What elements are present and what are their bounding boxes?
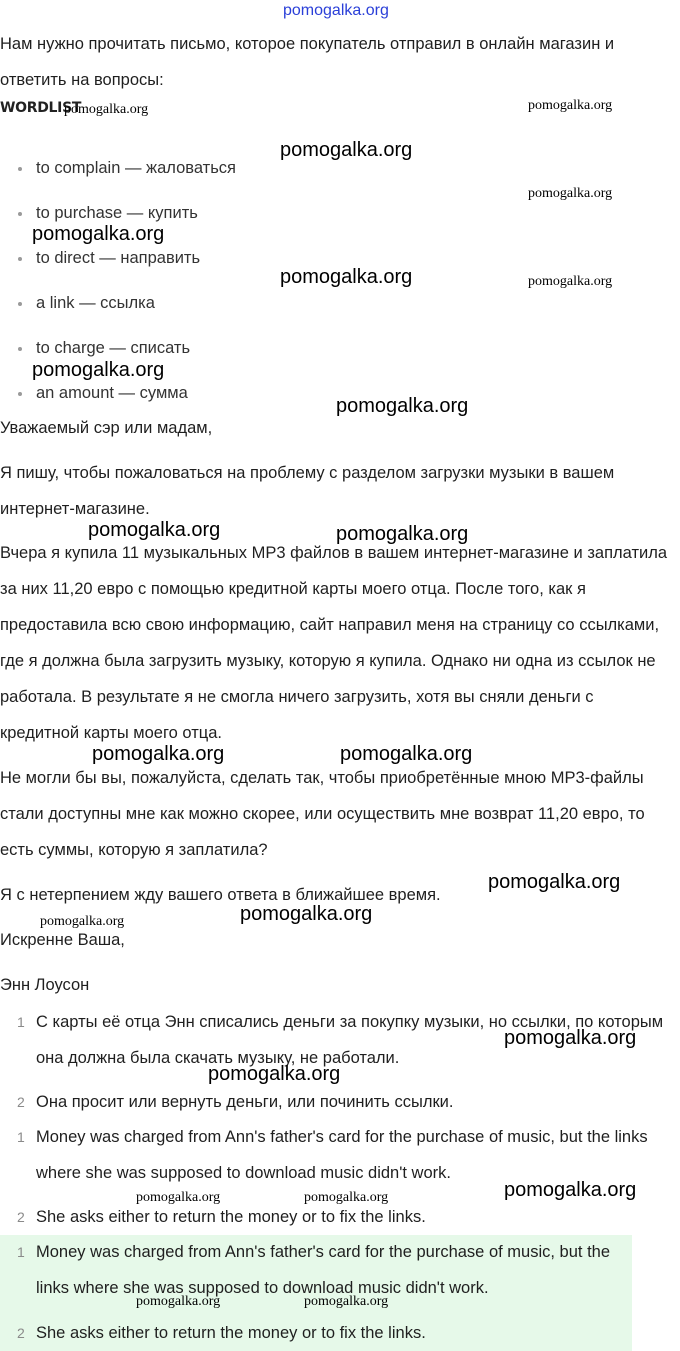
letter-signature: Энн Лоусон bbox=[0, 976, 90, 994]
watermark: pomogalka.org bbox=[136, 1294, 221, 1309]
watermark: pomogalka.org bbox=[488, 871, 621, 893]
letter-paragraph-1: Я пишу, чтобы пожаловаться на проблему с разделом загрузки музыки в вашем интернет-магазине. bbox=[0, 464, 615, 518]
letter-paragraph-2: Вчера я купила 11 музыкальных MP3 файлов в вашем интернет-магазине и заплатила за них 11,20 евро с помощью кредитной карты моего отца. После того, как я предоставила всю свою информацию, сайт направил меня на страницу со ссылками, где я должна была загрузить музыку, которую я купила. Однако ни одна из ссылок не работала. В результате я не смогла ничего загрузить, хотя вы сняли деньги с кредитной карты моего отца. bbox=[0, 544, 668, 742]
watermark: pomogalka.org bbox=[32, 359, 165, 381]
bullet-icon bbox=[18, 257, 22, 261]
watermark: pomogalka.org bbox=[336, 395, 469, 417]
watermark: pomogalka.org bbox=[304, 1190, 389, 1205]
letter-closing: Искренне Ваша, bbox=[0, 931, 125, 949]
answer-en-highlight-2: 2 She asks either to return the money or to fix the links. bbox=[17, 1324, 426, 1342]
watermark: pomogalka.org bbox=[208, 1063, 341, 1085]
watermark: pomogalka.org bbox=[92, 743, 225, 765]
watermark: pomogalka.org bbox=[336, 523, 469, 545]
answer-en-1: 1 Money was charged from Ann's father's card for the purchase of music, but the links where she was supposed to download music didn't work. bbox=[17, 1128, 648, 1182]
watermark: pomogalka.org bbox=[528, 98, 613, 113]
bullet-icon bbox=[18, 212, 22, 216]
answer-en-highlight-1: 1 Money was charged from Ann's father's card for the purchase of music, but the links where she was supposed to download music didn't work. bbox=[17, 1243, 611, 1297]
letter-paragraph-4: Я с нетерпением жду вашего ответа в ближайшее время. bbox=[0, 886, 441, 904]
watermark: pomogalka.org bbox=[240, 903, 373, 925]
watermark: pomogalka.org bbox=[136, 1190, 221, 1205]
list-item: to purchase — купить bbox=[0, 195, 236, 240]
letter-greeting: Уважаемый сэр или мадам, bbox=[0, 419, 213, 437]
watermark: pomogalka.org bbox=[528, 186, 613, 201]
bullet-icon bbox=[18, 392, 22, 396]
answer-ru-2: 2 Она просит или вернуть деньги, или починить ссылки. bbox=[17, 1093, 454, 1111]
bullet-icon bbox=[18, 167, 22, 171]
list-item: a link — ссылка bbox=[0, 285, 236, 330]
wordlist-heading: WORDLIST bbox=[0, 100, 82, 116]
bullet-icon bbox=[18, 302, 22, 306]
watermark: pomogalka.org bbox=[280, 266, 413, 288]
watermark: pomogalka.org bbox=[32, 223, 165, 245]
watermark: pomogalka.org bbox=[64, 102, 149, 117]
watermark: pomogalka.org bbox=[528, 274, 613, 289]
watermark: pomogalka.org bbox=[40, 914, 125, 929]
list-item: an amount — сумма bbox=[0, 375, 236, 405]
watermark: pomogalka.org bbox=[504, 1179, 637, 1201]
answer-en-2: 2 She asks either to return the money or to fix the links. bbox=[17, 1208, 426, 1226]
watermark: pomogalka.org bbox=[88, 519, 221, 541]
intro-text: Нам нужно прочитать письмо, которое покупатель отправил в онлайн магазин и ответить на вопросы: bbox=[0, 35, 615, 89]
watermark: pomogalka.org bbox=[504, 1027, 637, 1049]
bullet-icon bbox=[18, 347, 22, 351]
letter-paragraph-3: Не могли бы вы, пожалуйста, сделать так, чтобы приобретённые мною MP3-файлы стали доступны мне как можно скорее, или осуществить мне возврат 11,20 евро, то есть суммы, которую я заплатила? bbox=[0, 769, 645, 859]
watermark: pomogalka.org bbox=[280, 139, 413, 161]
watermark: pomogalka.org bbox=[304, 1294, 389, 1309]
watermark: pomogalka.org bbox=[340, 743, 473, 765]
watermark-top: pomogalka.org bbox=[283, 2, 389, 19]
list-item: to complain — жаловаться bbox=[0, 150, 236, 195]
list-item: to charge — списать bbox=[0, 330, 236, 375]
list-item: to direct — направить bbox=[0, 240, 236, 285]
answer-ru-1: 1 С карты её отца Энн списались деньги за покупку музыки, но ссылки, по которым она должна была скачать музыку, не работали. bbox=[17, 1013, 664, 1067]
